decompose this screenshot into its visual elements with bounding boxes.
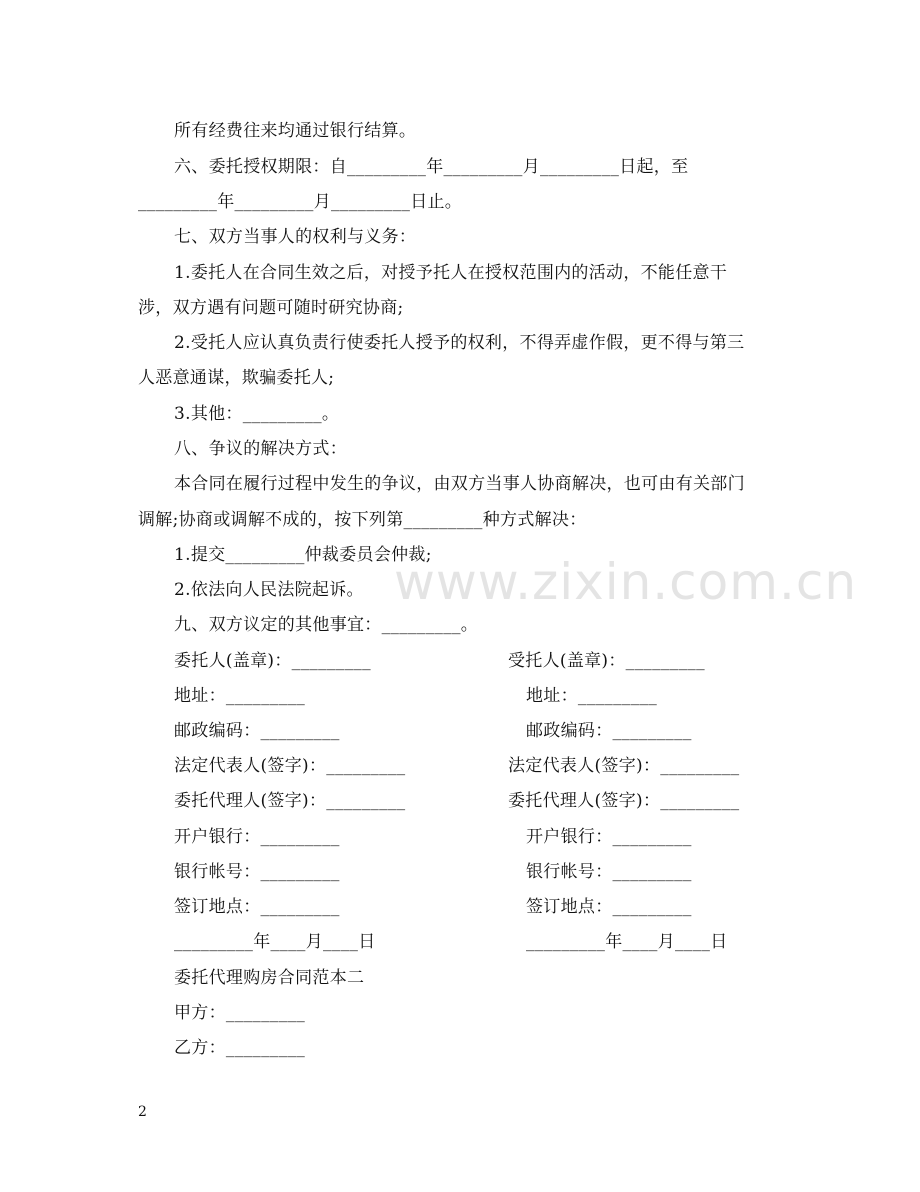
signature-field-agent: 委托代理人(签字)：_________	[508, 791, 740, 811]
signature-field-legal-rep: 法定代表人(签字)：_________	[508, 756, 740, 776]
body-line: 所有经费往来均通过银行结算。	[174, 121, 417, 141]
body-line: 1.提交_________仲裁委员会仲裁;	[174, 545, 432, 565]
party-a-field: 甲方：_________	[174, 1003, 306, 1023]
signature-field-principal-seal: 委托人(盖章)：_________	[174, 651, 371, 671]
party-b-field: 乙方：_________	[174, 1038, 306, 1058]
section-heading: 八、争议的解决方式：	[174, 439, 347, 459]
signature-field-place: 签订地点：_________	[174, 897, 340, 917]
body-line: 本合同在履行过程中发生的争议，由双方当事人协商解决，也可由有关部门	[174, 474, 745, 494]
signature-field-date: _________年____月____日	[174, 932, 376, 952]
body-line: 人恶意通谋，欺骗委托人;	[138, 368, 335, 388]
body-line: 调解;协商或调解不成的，按下列第_________种方式解决：	[138, 510, 587, 530]
signature-field-legal-rep: 法定代表人(签字)：_________	[174, 756, 406, 776]
body-line: 2.依法向人民法院起诉。	[174, 580, 364, 600]
signature-field-postcode: 邮政编码：_________	[174, 721, 340, 741]
signature-field-postcode: 邮政编码：_________	[526, 721, 692, 741]
body-line: 3.其他：_________。	[174, 404, 340, 424]
body-line: _________年_________月_________日止。	[138, 192, 463, 212]
body-line: 2.受托人应认真负责行使委托人授予的权利，不得弄虚作假，更不得与第三	[174, 333, 745, 353]
signature-field-bank: 开户银行：_________	[526, 827, 692, 847]
page-number: 2	[138, 1104, 147, 1120]
signature-field-agent-seal: 受托人(盖章)：_________	[508, 651, 705, 671]
body-line: 六、委托授权期限：自_________年_________月_________日起，至	[174, 157, 689, 177]
signature-field-account: 银行帐号：_________	[174, 862, 340, 882]
signature-field-address: 地址：_________	[526, 686, 658, 706]
signature-field-account: 银行帐号：_________	[526, 862, 692, 882]
body-line: 涉，双方遇有问题可随时研究协商;	[138, 298, 404, 318]
signature-field-address: 地址：_________	[174, 686, 306, 706]
signature-field-date: _________年____月____日	[526, 932, 728, 952]
watermark: www.zixin.com.cn	[394, 553, 858, 611]
section-heading: 七、双方当事人的权利与义务：	[174, 227, 417, 247]
next-contract-title: 委托代理购房合同范本二	[174, 968, 365, 988]
section-heading: 九、双方议定的其他事宜：_________。	[174, 615, 479, 635]
body-line: 1.委托人在合同生效之后，对授予托人在授权范围内的活动，不能任意干	[174, 263, 728, 283]
signature-field-agent: 委托代理人(签字)：_________	[174, 791, 406, 811]
signature-field-place: 签订地点：_________	[526, 897, 692, 917]
signature-field-bank: 开户银行：_________	[174, 827, 340, 847]
